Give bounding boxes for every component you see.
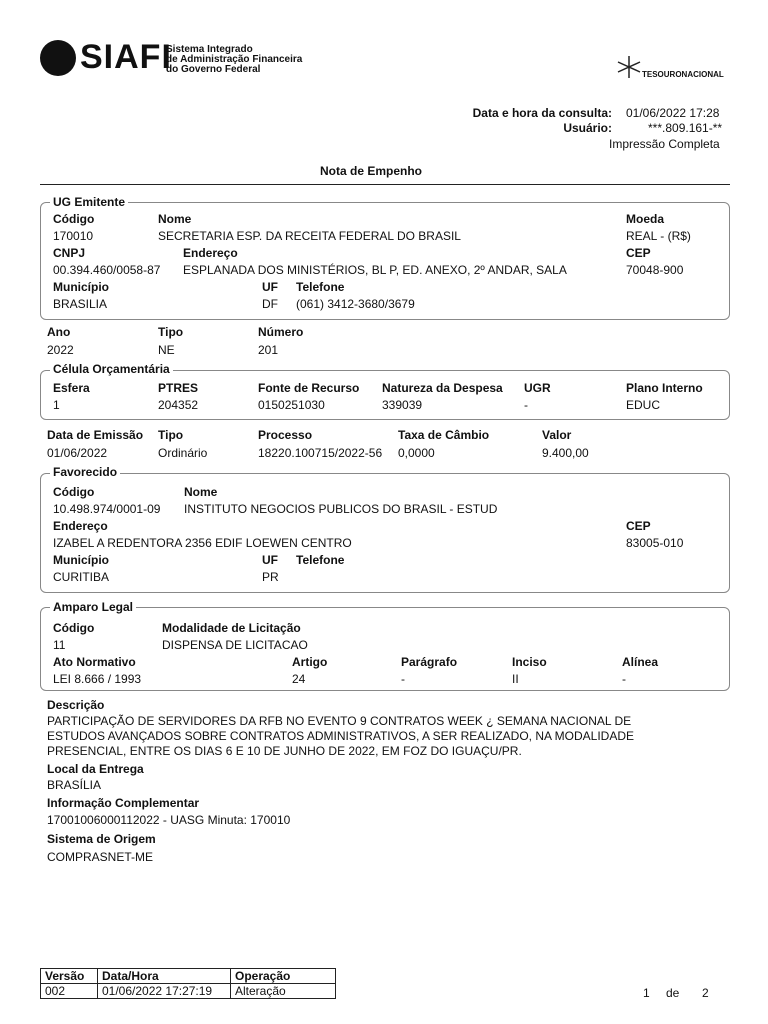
ug-moeda-label: Moeda [626,212,665,226]
inciso-label: Inciso [512,655,547,669]
ug-endereco-label: Endereço [183,246,238,260]
ug-municipio: BRASILIA [53,297,108,311]
fav-codigo: 10.498.974/0001-09 [53,502,161,516]
processo-label: Processo [258,428,313,442]
fav-municipio: CURITIBA [53,570,110,584]
fonte-label: Fonte de Recurso [258,381,360,395]
valor-label: Valor [542,428,572,442]
emissao-tipo-value: Ordinário [158,446,208,460]
siafi-subtitle-1: Sistema Integrado [166,44,253,55]
descricao-line-1: PARTICIPAÇÃO DE SERVIDORES DA RFB NO EVENTO 9 CONTRATOS WEEK ¿ SEMANA NACIONAL DE [47,714,632,728]
descricao-line-3: PRESENCIAL, ENTRE OS DIAS 6 E 10 DE JUNHO DE 2022, EM FOZ DO IGUAÇU/PR. [47,744,522,758]
favorecido-legend: Favorecido [50,465,120,479]
descricao-line-2: ESTUDOS AVANÇADOS SOBRE CONTRATOS ADMINISTRATIVOS, A SER REALIZADO, NA MODALIDADE [47,729,635,743]
ug-codigo-label: Código [53,212,95,226]
paragrafo-value: - [401,672,405,686]
ug-codigo: 170010 [53,229,94,243]
page-de: de [666,986,680,1000]
fav-nome: INSTITUTO NEGOCIOS PUBLICOS DO BRASIL - ESTUD [184,502,498,516]
alinea-label: Alínea [622,655,659,669]
usuario-value: ***.809.161-** [648,121,723,135]
ug-nome: SECRETARIA ESP. DA RECEITA FEDERAL DO BRASIL [158,229,461,243]
ato-value: LEI 8.666 / 1993 [53,672,142,686]
impressao-label: Impressão Completa [609,137,720,151]
fav-telefone-label: Telefone [296,553,345,567]
datahora-cell: 01/06/2022 17:27:19 [98,984,231,999]
taxa-value: 0,0000 [398,446,435,460]
page-total: 2 [702,986,709,1000]
ugr-label: UGR [524,381,551,395]
fav-uf: PR [262,570,279,584]
datahora-header: Data/Hora [98,969,231,984]
fonte-value: 0150251030 [258,398,325,412]
info-value: 17001006000112022 - UASG Minuta: 170010 [47,813,291,827]
descricao-label: Descrição [47,698,105,712]
ug-moeda: REAL - (R$) [626,229,691,243]
ug-cep: 70048-900 [626,263,684,277]
versao-cell: 002 [41,984,98,999]
siafi-subtitle-3: do Governo Federal [166,64,261,75]
ano-value: 2022 [47,343,74,357]
amparo-codigo: 11 [53,638,66,652]
ug-uf-label: UF [262,280,278,294]
celula-legend: Célula Orçamentária [50,362,173,376]
tipo-label: Tipo [158,325,184,339]
info-label: Informação Complementar [47,796,200,810]
title-divider [40,184,730,185]
ug-emitente-legend: UG Emitente [50,195,128,209]
esfera-value: 1 [53,398,60,412]
versao-table [40,968,336,999]
siafi-subtitle-2: de Administração Financeira [166,54,303,65]
page-current: 1 [643,986,650,1000]
esfera-label: Esfera [53,381,90,395]
plano-value: EDUC [626,398,661,412]
ug-municipio-label: Município [53,280,109,294]
versao-header-row [41,969,336,984]
ug-cep-label: CEP [626,246,651,260]
processo-value: 18220.100715/2022-56 [258,446,383,460]
versao-header: Versão [41,969,98,984]
alinea-value: - [622,672,626,686]
usuario-label: Usuário: [563,121,612,135]
local-value: BRASÍLIA [47,778,102,792]
fav-uf-label: UF [262,553,278,567]
document-title: Nota de Empenho [320,164,423,178]
fav-municipio-label: Município [53,553,109,567]
amparo-codigo-label: Código [53,621,95,635]
numero-label: Número [258,325,304,339]
tesouro-logo-text: TESOURONACIONAL [642,70,724,79]
operacao-cell: Alteração [231,984,336,999]
artigo-value: 24 [292,672,306,686]
paragrafo-label: Parágrafo [401,655,458,669]
fav-endereco-label: Endereço [53,519,108,533]
tipo-value: NE [158,343,175,357]
ug-cnpj: 00.394.460/0058-87 [53,263,161,277]
valor-value: 9.400,00 [542,446,589,460]
consulta-value: 01/06/2022 17:28 [626,106,720,120]
favorecido-box [40,473,730,593]
sistema-value: COMPRASNET-ME [47,850,154,864]
ug-endereco: ESPLANADA DOS MINISTÉRIOS, BL P, ED. ANEXO, 2º ANDAR, SALA [183,263,567,277]
fav-cep-label: CEP [626,519,651,533]
ptres-value: 204352 [158,398,199,412]
tesouro-star-icon [614,54,644,80]
numero-value: 201 [258,343,279,357]
natureza-value: 339039 [382,398,423,412]
ug-nome-label: Nome [158,212,192,226]
fav-codigo-label: Código [53,485,95,499]
emissao-label: Data de Emissão [47,428,144,442]
fav-endereco: IZABEL A REDENTORA 2356 EDIF LOEWEN CENTRO [53,536,352,550]
ug-telefone-label: Telefone [296,280,345,294]
versao-row [41,984,336,999]
ptres-label: PTRES [158,381,199,395]
fav-cep: 83005-010 [626,536,684,550]
modalidade-label: Modalidade de Licitação [162,621,301,635]
siafi-logo-mark [40,40,76,76]
modalidade-value: DISPENSA DE LICITACAO [162,638,308,652]
sistema-label: Sistema de Origem [47,832,156,846]
consulta-label: Data e hora da consulta: [472,106,612,120]
ugr-value: - [524,398,528,412]
taxa-label: Taxa de Câmbio [398,428,490,442]
ug-telefone: (061) 3412-3680/3679 [296,297,415,311]
ug-uf: DF [262,297,278,311]
amparo-legend: Amparo Legal [50,600,136,614]
siafi-logo-text: SIAFI [80,38,172,76]
ato-label: Ato Normativo [53,655,136,669]
operacao-header: Operação [231,969,336,984]
plano-label: Plano Interno [626,381,703,395]
fav-nome-label: Nome [184,485,218,499]
natureza-label: Natureza da Despesa [382,381,503,395]
emissao-tipo-label: Tipo [158,428,184,442]
inciso-value: II [512,672,519,686]
ano-label: Ano [47,325,71,339]
amparo-box [40,607,730,691]
artigo-label: Artigo [292,655,328,669]
emissao-value: 01/06/2022 [47,446,108,460]
local-label: Local da Entrega [47,762,144,776]
celula-box [40,370,730,420]
ug-cnpj-label: CNPJ [53,246,86,260]
